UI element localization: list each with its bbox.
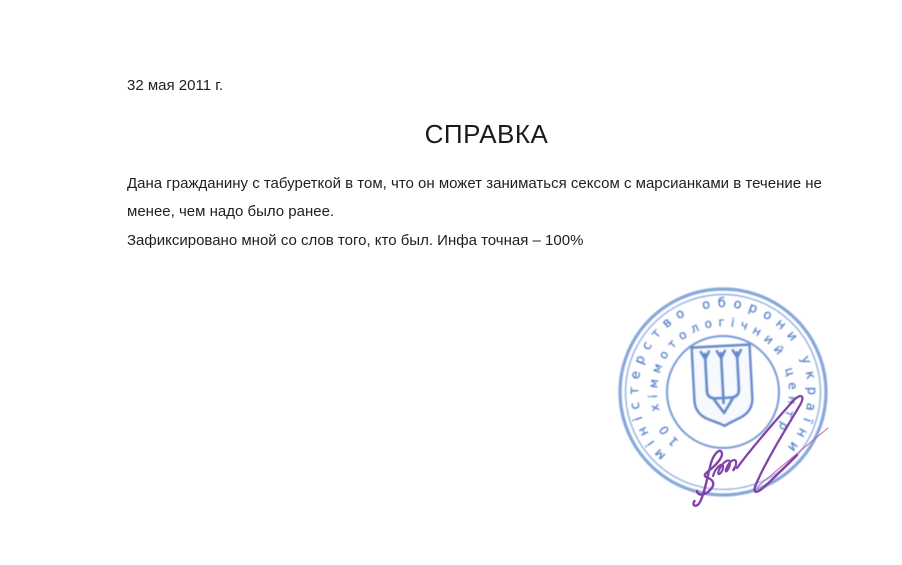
document-date: 32 мая 2011 г. — [127, 77, 224, 94]
stamp-emblem-circle — [664, 333, 782, 451]
stamp-inner-ring-text: 10 хіммотологічний центр — [646, 315, 801, 449]
stamp-outer-inner-rim — [621, 290, 826, 495]
signature-tail — [757, 428, 828, 487]
signature-letter-b — [693, 451, 722, 506]
paragraph-line: Зафиксировано мной со слов того, кто был. Инфа точная – 100% — [127, 232, 584, 249]
handwritten-signature — [693, 396, 828, 506]
document-title: СПРАВКА — [424, 119, 549, 149]
official-stamp — [615, 284, 831, 500]
paragraph-line: Дана гражданину с табуреткой в том, что он может заниматься сексом с марсианками в течение не — [127, 175, 822, 192]
emblem-shield — [692, 345, 754, 428]
paragraph-line: менее, чем надо было ранее. — [127, 203, 335, 220]
ukraine-trident-emblem — [692, 345, 754, 428]
trident-icon — [701, 350, 744, 414]
signature-flourish — [737, 396, 802, 492]
stamp-outer-circle — [615, 284, 831, 500]
signature-letters — [713, 460, 736, 476]
stamp-outer-ring-text: міністерство оборони україни — [626, 295, 820, 464]
